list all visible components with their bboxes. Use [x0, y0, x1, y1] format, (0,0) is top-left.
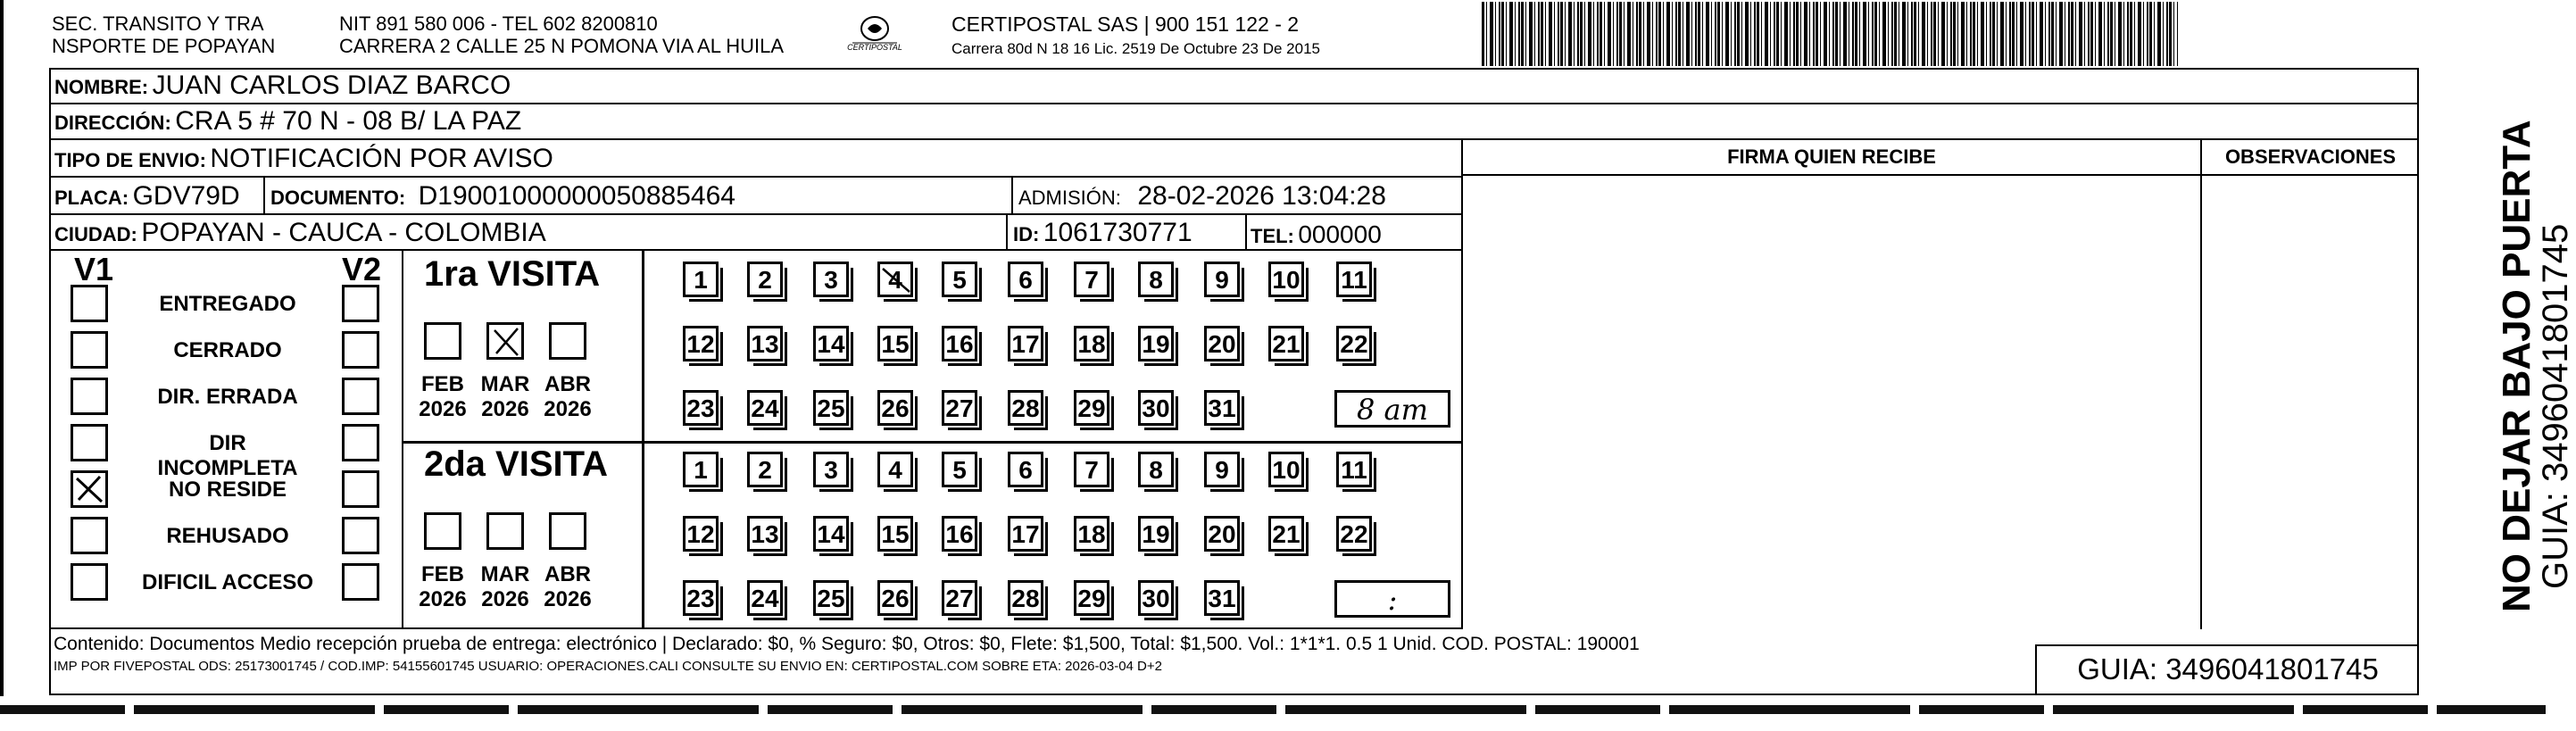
firma-column — [1461, 140, 2202, 629]
status-option-label: NO RESIDE — [168, 478, 287, 502]
day-box[interactable]: 22 — [1336, 516, 1372, 552]
company-block — [951, 12, 1320, 58]
footer-content — [54, 634, 2035, 674]
admision-label: ADMISIÓN: — [1018, 187, 1121, 209]
month-year: 2026 — [481, 587, 529, 611]
day-box[interactable]: 24 — [747, 580, 783, 616]
day-box[interactable]: 14 — [813, 516, 849, 552]
status-option-label: CERRADO — [173, 338, 282, 362]
tel-label: TEL: — [1251, 225, 1294, 247]
month-year: 2026 — [419, 397, 467, 421]
admision-value: 28-02-2026 13:04:28 — [1137, 181, 1386, 211]
day-box[interactable]: 8 — [1138, 262, 1174, 297]
row-direccion — [49, 104, 2419, 140]
day-box[interactable]: 17 — [1008, 516, 1043, 552]
status-option-label: REHUSADO — [166, 524, 289, 548]
company-address: Carrera 80d N 18 16 Lic. 2519 De Octubre 23 De 2015 — [951, 40, 1320, 57]
sender-address: CARRERA 2 CALLE 25 N POMONA VIA AL HUILA — [339, 35, 785, 57]
day-box[interactable]: 1 — [683, 452, 719, 487]
scan-edge-left — [0, 0, 4, 696]
v1-checkbox[interactable] — [71, 563, 108, 601]
v2-checkbox[interactable] — [342, 378, 379, 415]
v2-checkbox[interactable] — [342, 331, 379, 369]
day-box[interactable]: 23 — [683, 390, 719, 426]
day-box[interactable]: 2 — [747, 452, 783, 487]
day-box[interactable]: 29 — [1074, 580, 1109, 616]
day-box[interactable]: 14 — [813, 326, 849, 361]
month-name: FEB — [421, 562, 464, 586]
month-name: FEB — [421, 372, 464, 396]
footer-guia: GUIA: 3496041801745 — [2077, 652, 2379, 685]
month-label — [474, 562, 536, 612]
ciudad-value: POPAYAN - CAUCA - COLOMBIA — [141, 218, 546, 247]
day-box[interactable]: 3 — [813, 262, 849, 297]
month-checkbox[interactable] — [549, 512, 586, 550]
nombre-label: NOMBRE: — [54, 76, 149, 98]
v2-checkbox[interactable] — [342, 517, 379, 554]
tel-value: 000000 — [1298, 220, 1382, 248]
v1-checkbox[interactable] — [71, 470, 108, 508]
day-box[interactable]: 20 — [1204, 326, 1240, 361]
day-box[interactable]: 26 — [877, 580, 913, 616]
barcode — [1482, 2, 2178, 66]
placa-label: PLACA: — [54, 187, 129, 209]
month-label — [411, 372, 474, 422]
nombre-value: JUAN CARLOS DIAZ BARCO — [152, 71, 511, 100]
day-box[interactable]: 25 — [813, 390, 849, 426]
row-nombre — [49, 68, 2419, 104]
v1-checkbox[interactable] — [71, 285, 108, 322]
day-box[interactable]: 17 — [1008, 326, 1043, 361]
day-box[interactable]: 9 — [1204, 262, 1240, 297]
day-box[interactable]: 25 — [813, 580, 849, 616]
footer-line-2: IMP POR FIVEPOSTAL ODS: 25173001745 / COD.IMP: 54155601745 USUARIO: OPERACIONES.CALI CONSULTE SU ENVIO EN: CERTIPOSTAL.COM SOBRE ETA: 2026-03-04 D+2 — [54, 659, 1162, 674]
day-box[interactable]: 19 — [1138, 516, 1174, 552]
sender-nit: NIT 891 580 006 - TEL 602 8200810 — [339, 12, 658, 35]
sender-line-1: SEC. TRANSITO Y TRA — [52, 12, 264, 35]
day-box[interactable]: 19 — [1138, 326, 1174, 361]
v2-checkbox[interactable] — [342, 285, 379, 322]
day-box[interactable]: 3 — [813, 452, 849, 487]
day-box[interactable]: 7 — [1074, 262, 1109, 297]
sender-nit-block — [339, 12, 784, 57]
day-box[interactable]: 31 — [1204, 390, 1240, 426]
sender-line-2: NSPORTE DE POPAYAN — [52, 35, 276, 57]
v1-label: V1 — [74, 251, 114, 287]
day-box[interactable]: 18 — [1074, 516, 1109, 552]
day-box[interactable]: 18 — [1074, 326, 1109, 361]
day-box[interactable]: 30 — [1138, 580, 1174, 616]
day-box[interactable]: 29 — [1074, 390, 1109, 426]
day-box[interactable]: 16 — [942, 326, 977, 361]
day-box[interactable]: 20 — [1204, 516, 1240, 552]
logo-text: CERTIPOSTAL — [847, 43, 902, 52]
v1-checkbox[interactable] — [71, 331, 108, 369]
visit-time-box[interactable]: : — [1334, 580, 1450, 618]
month-year: 2026 — [481, 397, 529, 421]
certipostal-logo — [835, 9, 915, 62]
day-box[interactable]: 30 — [1138, 390, 1174, 426]
status-option-label: DIR. ERRADA — [157, 385, 298, 409]
day-box[interactable]: 12 — [683, 326, 719, 361]
id-value: 1061730771 — [1043, 218, 1192, 247]
day-box[interactable]: 6 — [1008, 262, 1043, 297]
month-name: ABR — [544, 562, 591, 586]
day-box[interactable]: 5 — [942, 262, 977, 297]
day-box[interactable]: 27 — [942, 580, 977, 616]
month-label — [536, 372, 599, 422]
month-label — [474, 372, 536, 422]
v1-checkbox[interactable] — [71, 378, 108, 415]
day-box[interactable]: 1 — [683, 262, 719, 297]
month-checkbox[interactable] — [424, 512, 461, 550]
visit-title: 1ra VISITA — [424, 254, 601, 294]
day-box[interactable]: 11 — [1336, 452, 1372, 487]
tipo-value: NOTIFICACIÓN POR AVISO — [210, 144, 553, 173]
footer-line-1: Contenido: Documentos Medio recepción prueba de entrega: electrónico | Declarado: $0, % Seguro: $0, Otros: $0, Flete: $1,500, Total: $1,500. Vol.: 1*1*1. 0.5 1 Unid. COD. POSTAL: 190001 — [54, 634, 1640, 654]
day-box[interactable]: 10 — [1268, 452, 1304, 487]
visit-time-box[interactable]: 8 am — [1334, 390, 1450, 428]
day-box[interactable]: 26 — [877, 390, 913, 426]
day-box[interactable]: 31 — [1204, 580, 1240, 616]
documento-label: DOCUMENTO: — [270, 187, 406, 209]
observaciones-column — [2202, 140, 2419, 629]
status-section — [49, 251, 1461, 629]
day-box[interactable]: 6 — [1008, 452, 1043, 487]
visit-title: 2da VISITA — [424, 444, 608, 484]
day-box[interactable]: 10 — [1268, 262, 1304, 297]
month-label — [536, 562, 599, 612]
id-label: ID: — [1013, 223, 1040, 245]
v2-checkbox[interactable] — [342, 424, 379, 461]
month-year: 2026 — [419, 587, 467, 611]
row-placa — [49, 178, 1461, 215]
tipo-label: TIPO DE ENVIO: — [54, 149, 206, 171]
row-ciudad — [49, 215, 1461, 251]
footer-guia-box — [2035, 644, 2419, 695]
day-box[interactable]: 4 — [877, 262, 913, 297]
firma-header: FIRMA QUIEN RECIBE — [1463, 140, 2200, 176]
day-box[interactable]: 7 — [1074, 452, 1109, 487]
placa-value: GDV79D — [132, 181, 240, 211]
v1-checkbox[interactable] — [71, 424, 108, 461]
day-box[interactable]: 13 — [747, 516, 783, 552]
observaciones-header: OBSERVACIONES — [2202, 140, 2419, 176]
day-box[interactable]: 12 — [683, 516, 719, 552]
scan-edge-bottom — [0, 705, 2546, 714]
day-box[interactable]: 4 — [877, 452, 913, 487]
day-box[interactable]: 13 — [747, 326, 783, 361]
month-name: ABR — [544, 372, 591, 396]
day-box[interactable]: 2 — [747, 262, 783, 297]
month-label — [411, 562, 474, 612]
day-box[interactable]: 16 — [942, 516, 977, 552]
ciudad-label: CIUDAD: — [54, 223, 137, 245]
day-box[interactable]: 21 — [1268, 326, 1304, 361]
status-option-label: DIR INCOMPLETA — [157, 431, 298, 480]
direccion-label: DIRECCIÓN: — [54, 112, 171, 134]
row-tipo — [49, 140, 1461, 178]
month-name: MAR — [480, 562, 530, 586]
v1-checkbox[interactable] — [71, 517, 108, 554]
day-box[interactable]: 22 — [1336, 326, 1372, 361]
direccion-value: CRA 5 # 70 N - 08 B/ LA PAZ — [175, 106, 522, 136]
v2-checkbox[interactable] — [342, 470, 379, 508]
month-name: MAR — [480, 372, 530, 396]
company-name: CERTIPOSTAL SAS | 900 151 122 - 2 — [951, 12, 1300, 36]
side-text — [2495, 120, 2576, 616]
month-checkbox[interactable] — [424, 322, 461, 360]
status-option-label: DIFICIL ACCESO — [141, 570, 313, 594]
day-box[interactable]: 23 — [683, 580, 719, 616]
status-option-label: ENTREGADO — [159, 292, 296, 316]
no-dejar-warning: NO DEJAR BAJO PUERTA — [2495, 120, 2539, 612]
day-box[interactable]: 28 — [1008, 580, 1043, 616]
day-box[interactable]: 15 — [877, 516, 913, 552]
day-box[interactable]: 15 — [877, 326, 913, 361]
side-guia: GUIA: 3496041801745 — [2536, 223, 2575, 589]
v2-label: V2 — [342, 251, 382, 287]
day-box[interactable]: 11 — [1336, 262, 1372, 297]
month-year: 2026 — [544, 397, 592, 421]
documento-value: D19001000000050885464 — [418, 181, 735, 211]
month-checkbox[interactable] — [486, 322, 524, 360]
day-box[interactable]: 9 — [1204, 452, 1240, 487]
month-year: 2026 — [544, 587, 592, 611]
day-box[interactable]: 8 — [1138, 452, 1174, 487]
day-box[interactable]: 27 — [942, 390, 977, 426]
day-box[interactable]: 5 — [942, 452, 977, 487]
day-box[interactable]: 24 — [747, 390, 783, 426]
month-checkbox[interactable] — [486, 512, 524, 550]
month-checkbox[interactable] — [549, 322, 586, 360]
sender-block — [52, 12, 275, 57]
day-box[interactable]: 28 — [1008, 390, 1043, 426]
v2-checkbox[interactable] — [342, 563, 379, 601]
day-box[interactable]: 21 — [1268, 516, 1304, 552]
